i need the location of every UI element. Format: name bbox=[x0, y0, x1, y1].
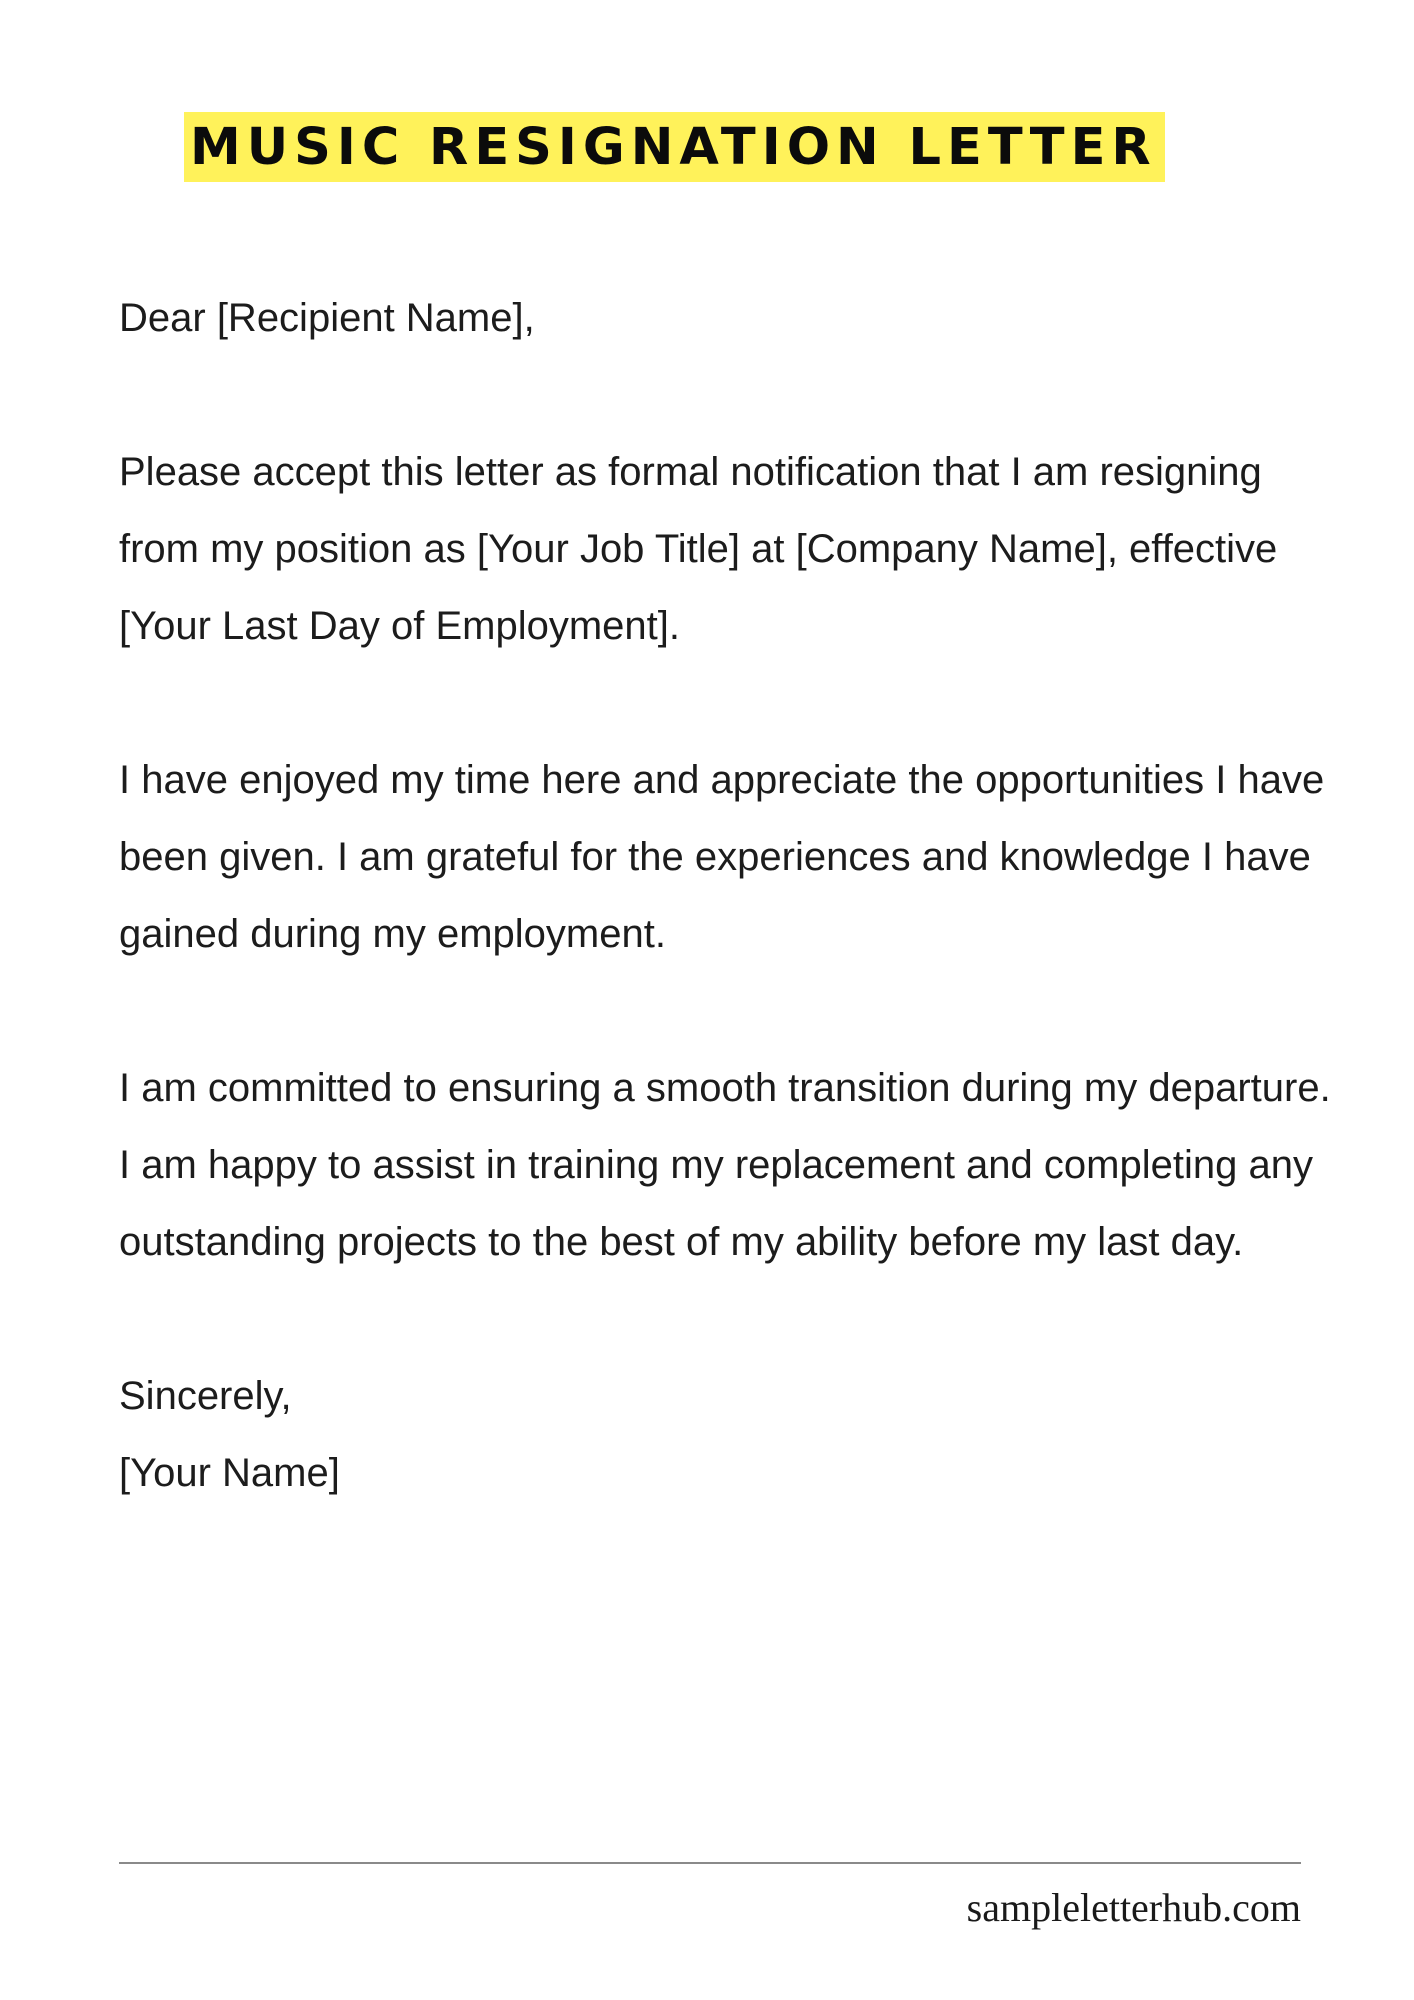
closing: Sincerely, bbox=[119, 1374, 292, 1418]
letter-body bbox=[119, 280, 1349, 1512]
page-title: MUSIC RESIGNATION LETTER bbox=[190, 117, 1157, 177]
paragraph-transition: I am committed to ensuring a smooth transition during my departure. I am happy to assist in training my replacement and completing any outstanding projects to the best of my ability before my last day. bbox=[119, 1066, 1331, 1264]
footer-website[interactable]: sampleletterhub.com bbox=[966, 1885, 1301, 1930]
spacer bbox=[119, 1281, 1349, 1358]
footer-divider bbox=[119, 1862, 1301, 1864]
salutation: Dear [Recipient Name], bbox=[119, 296, 535, 340]
spacer bbox=[119, 973, 1349, 1050]
paragraph-appreciation: I have enjoyed my time here and appreciate the opportunities I have been given. I am grateful for the experiences and knowledge I have gained during my employment. bbox=[119, 758, 1325, 956]
spacer bbox=[119, 357, 1349, 434]
title-highlight bbox=[184, 112, 1165, 182]
spacer bbox=[119, 665, 1349, 742]
paragraph-notification: Please accept this letter as formal notification that I am resigning from my position as [Your Job Title] at [Company Name], effective [Your Last Day of Employment]. bbox=[119, 450, 1278, 648]
signature: [Your Name] bbox=[119, 1451, 340, 1495]
